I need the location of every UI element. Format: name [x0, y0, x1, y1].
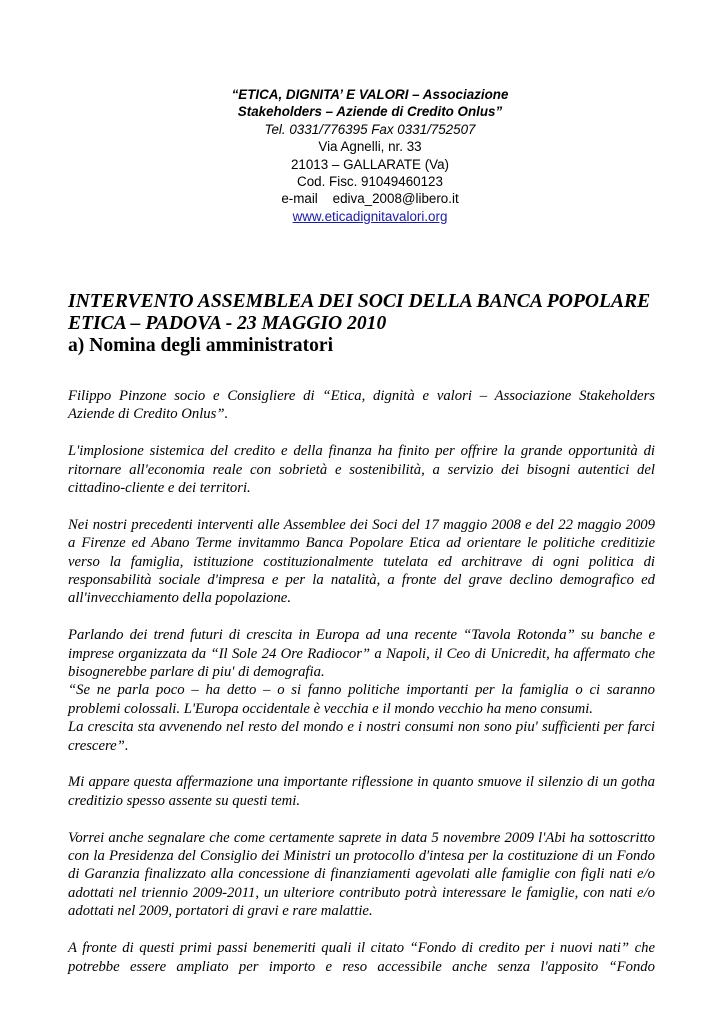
round-table-quote: “Se ne parla poco – ha detto – o si fanno politiche importanti per la famiglia o ci saranno problemi colossali. L'Europa occidentale è vecchia e il mondo vecchio ha meno consumi. [68, 682, 655, 717]
paragraph-fund: A fronte di questi primi passi benemeriti quali il citato “Fondo di credito per i nuovi nati” che potrebbe essere ampliato per importo e reso accessibile anche senza l'apposito “Fondo [68, 940, 655, 975]
document-title [68, 291, 668, 357]
title-line-1: INTERVENTO ASSEMBLEA DEI SOCI DELLA BANCA POPOLARE [68, 291, 651, 312]
document-body [68, 387, 655, 994]
round-table-quote-end: La crescita sta avvenendo nel resto del mondo e i nostri consumi non sono piu' sufficienti per farci crescere”. [68, 719, 655, 754]
organization-name-line-1: “ETICA, DIGNITA’ E VALORI – Associazione [231, 87, 509, 102]
paragraph-previous-interventions: Nei nostri precedenti interventi alle Assemblee dei Soci del 17 maggio 2008 e del 22 maggio 2009 a Firenze ed Abano Terme invitammo Banca Popolare Etica ad orientare le politiche creditizie verso la famiglia, istituzione costituzionalmente tutelata ed architrave di ogni politica di responsabilità sociale d'impresa e per la natalità, a fronte del grave declino demografico ed all'invecchiamento della popolazione. [68, 516, 655, 607]
round-table-text: Parlando dei trend futuri di crescita in Europa ad una recente “Tavola Rotonda” su banche e imprese organizzata da “Il Sole 24 Ore Radiocor” a Napoli, il Ceo di Unicredit, ha affermato che bisognerebbe parlare di piu' di demografia. [68, 627, 655, 681]
paragraph-intro: Filippo Pinzone socio e Consigliere di “Etica, dignità e valori – Associazione Stakeholders Aziende di Credito Onlus”. [68, 388, 655, 423]
email-line: e-mail ediva_2008@libero.it [281, 191, 459, 207]
paragraph-credit-implosion: L'implosione sistemica del credito e della finanza ha finito per offrire la grande opportunità di ritornare all'economia reale con sobrietà e sostenibilità, a servizio dei bisogni autentici del cittadino-cliente e dei territori. [68, 443, 655, 497]
street-address: Via Agnelli, nr. 33 [318, 139, 422, 155]
paragraph-abi-protocol: Vorrei anche segnalare che come certamente saprete in data 5 novembre 2009 l'Abi ha sottoscritto con la Presidenza del Consiglio dei Ministri un protocollo d'intesa per la costituzione di un Fondo di Garanzia finalizzato alla concessione di finanziamenti agevolati alle famiglie con figli nati e/o adottati nel triennio 2009-2011, un ulteriore contributo potrà interessare le famiglie, con nati e/o adottati nel 2009, portatori di gravi e rare malattie. [68, 829, 655, 920]
agenda-item-heading: a) Nomina degli amministratori [68, 335, 334, 356]
city-address: 21013 – GALLARATE (Va) [290, 156, 450, 172]
letterhead [150, 86, 590, 225]
website-link[interactable]: www.eticadignitavalori.org [292, 208, 448, 224]
tax-code: Cod. Fisc. 91049460123 [297, 174, 443, 190]
paragraph-reflection: Mi appare questa affermazione una importante riflessione in quanto smuove il silenzio di un gotha creditizio spesso assente su questi temi. [68, 774, 655, 809]
title-line-2: ETICA – PADOVA - 23 MAGGIO 2010 [68, 313, 387, 334]
phone-fax: Tel. 0331/776395 Fax 0331/752507 [264, 121, 476, 137]
organization-name-line-2: Stakeholders – Aziende di Credito Onlus” [237, 104, 503, 120]
paragraph-round-table [68, 626, 655, 755]
website-link-row [150, 208, 590, 225]
